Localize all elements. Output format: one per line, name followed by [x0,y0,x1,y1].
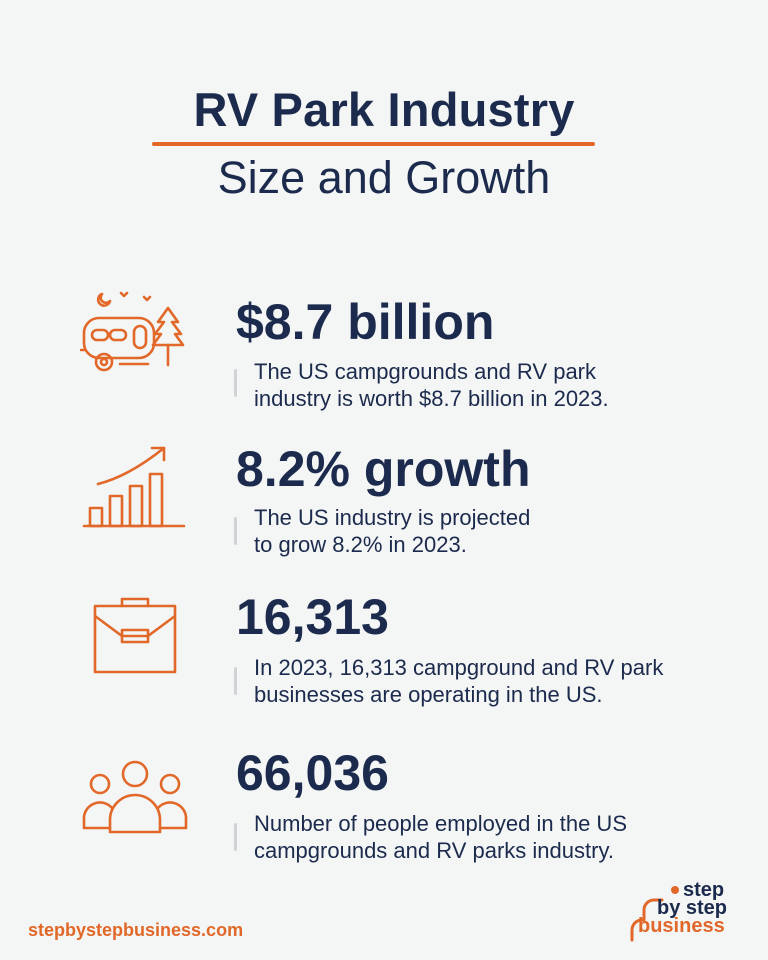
footer-website-link[interactable]: stepbystepbusiness.com [28,920,244,940]
stat-desc-line: to grow 8.2% in 2023. [254,532,467,557]
stat-value: 8.2% growth [236,441,531,497]
page-subtitle: Size and Growth [217,152,551,203]
stat-description [254,810,754,864]
stat-description [254,504,754,558]
brand-logo [626,880,744,942]
logo-text-by-step: by step [657,897,728,919]
logo-text-business: business [638,915,725,937]
stat-value: 66,036 [236,745,389,801]
stat-desc-line: campgrounds and RV parks industry. [254,838,614,863]
stat-value: 16,313 [236,589,389,645]
logo-text-step: step [683,879,725,901]
title-underline [152,142,595,146]
stat-description [254,654,754,708]
growth-chart-icon [82,440,188,530]
stat-desc-line: businesses are operating in the US. [254,682,603,707]
rv-camper-icon [80,288,190,380]
stat-desc-line: In 2023, 16,313 campground and RV park [254,655,664,680]
page-title: RV Park Industry [193,83,575,136]
stat-value: $8.7 billion [236,294,495,350]
stat-desc-line: The US industry is projected [254,505,531,530]
title-block [0,82,768,206]
stat-divider [234,823,237,851]
stat-divider [234,667,237,695]
stat-divider [234,369,237,397]
stat-description [254,358,754,412]
stat-desc-line: industry is worth $8.7 billion in 2023. [254,386,609,411]
stat-desc-line: Number of people employed in the US [254,811,627,836]
stat-divider [234,517,237,545]
stat-desc-line: The US campgrounds and RV park [254,359,596,384]
briefcase-icon [92,596,178,676]
people-group-icon [80,758,190,834]
logo-dot [671,886,679,894]
